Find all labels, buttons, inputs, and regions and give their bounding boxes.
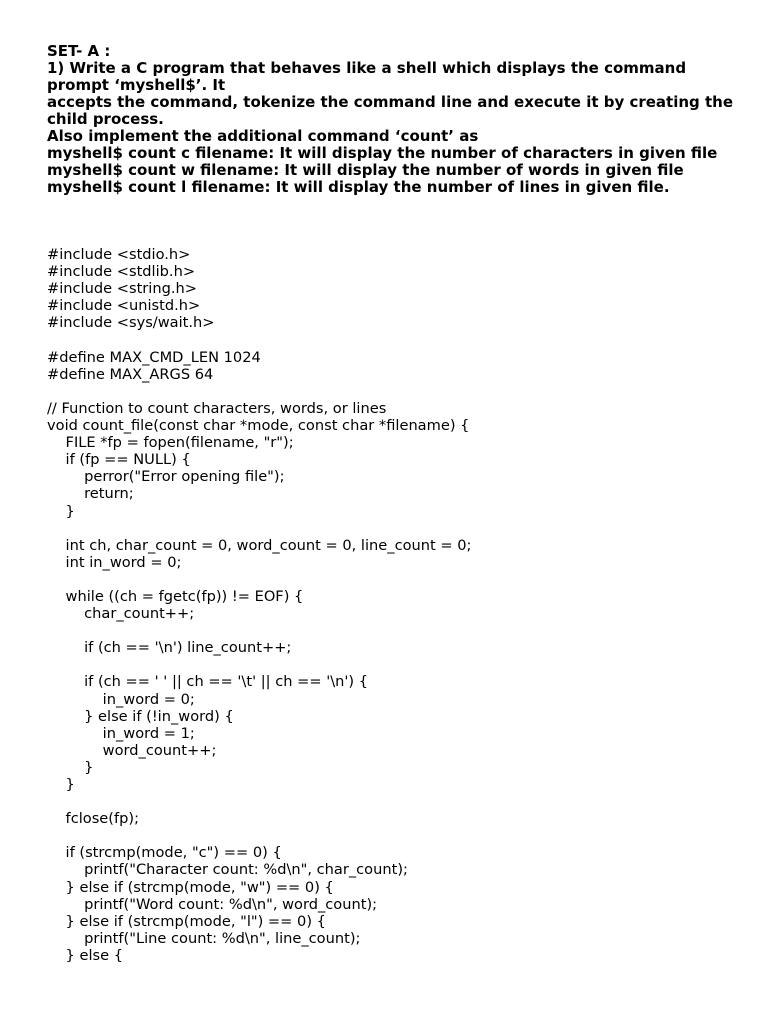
code-line: #include <sys/wait.h>: [47, 314, 215, 332]
code-line: word_count++;: [47, 741, 217, 759]
heading-line: myshell$ count w filename: It will display the number of words in given file: [47, 161, 684, 179]
code-line: #define MAX_CMD_LEN 1024: [47, 348, 261, 366]
code-line: [47, 793, 737, 810]
code-line: } else if (strcmp(mode, "l") == 0) {: [47, 912, 326, 930]
code-line: if (strcmp(mode, "c") == 0) {: [47, 844, 282, 862]
code-line: } else if (!in_word) {: [47, 707, 234, 725]
code-line: [47, 520, 737, 537]
code-line: #include <stdio.h>: [47, 246, 191, 264]
code-line: [47, 827, 737, 844]
code-line: [47, 332, 737, 349]
code-line: } else if (strcmp(mode, "w") == 0) {: [47, 878, 334, 896]
code-line: printf("Character count: %d\n", char_count);: [47, 861, 408, 879]
code-line: if (fp == NULL) {: [47, 451, 191, 469]
heading-line: Also implement the additional command ‘count’ as: [47, 127, 479, 145]
code-line: #include <stdlib.h>: [47, 263, 196, 281]
heading-line: myshell$ count c filename: It will display the number of characters in given file: [47, 144, 718, 162]
code-line: [47, 571, 737, 588]
code-line: // Function to count characters, words, or lines: [47, 399, 387, 417]
code-line: while ((ch = fgetc(fp)) != EOF) {: [47, 587, 304, 605]
heading-line: myshell$ count l filename: It will display the number of lines in given file.: [47, 178, 670, 196]
heading-line: accepts the command, tokenize the command line and execute it by creating the child process.: [47, 93, 739, 128]
code-line: if (ch == ' ' || ch == '\t' || ch == '\n') {: [47, 673, 369, 691]
code-line: [47, 229, 737, 246]
code-line: int ch, char_count = 0, word_count = 0, line_count = 0;: [47, 536, 472, 554]
heading-line: SET- A :: [47, 42, 111, 60]
code-line: }: [47, 776, 75, 793]
code-line: #include <unistd.h>: [47, 297, 201, 315]
heading-line: 1) Write a C program that behaves like a shell which displays the command prompt ‘myshell$’. It: [47, 59, 692, 94]
code-line: char_count++;: [47, 605, 195, 623]
code-line: #include <string.h>: [47, 280, 197, 298]
code-line: } else {: [47, 946, 124, 964]
code-line: if (ch == '\n') line_count++;: [47, 639, 292, 657]
code-line: }: [47, 502, 75, 520]
code-line: [47, 622, 737, 639]
document-page: [47, 43, 737, 964]
code-line: void count_file(const char *mode, const char *filename) {: [47, 417, 470, 435]
code-line: printf("Word count: %d\n", word_count);: [47, 895, 378, 913]
code-line: FILE *fp = fopen(filename, "r");: [47, 434, 294, 452]
code-line: printf("Line count: %d\n", line_count);: [47, 929, 361, 947]
code-line: int in_word = 0;: [47, 553, 182, 571]
code-line: #define MAX_ARGS 64: [47, 365, 214, 383]
code-line: [47, 383, 737, 400]
code-listing: [47, 229, 737, 964]
code-line: in_word = 0;: [47, 690, 195, 708]
assignment-heading: [47, 43, 737, 196]
code-line: }: [47, 758, 94, 776]
code-line: [47, 656, 737, 673]
code-line: perror("Error opening file");: [47, 468, 285, 486]
code-line: in_word = 1;: [47, 724, 195, 742]
code-line: fclose(fp);: [47, 810, 139, 828]
code-line: return;: [47, 485, 134, 503]
